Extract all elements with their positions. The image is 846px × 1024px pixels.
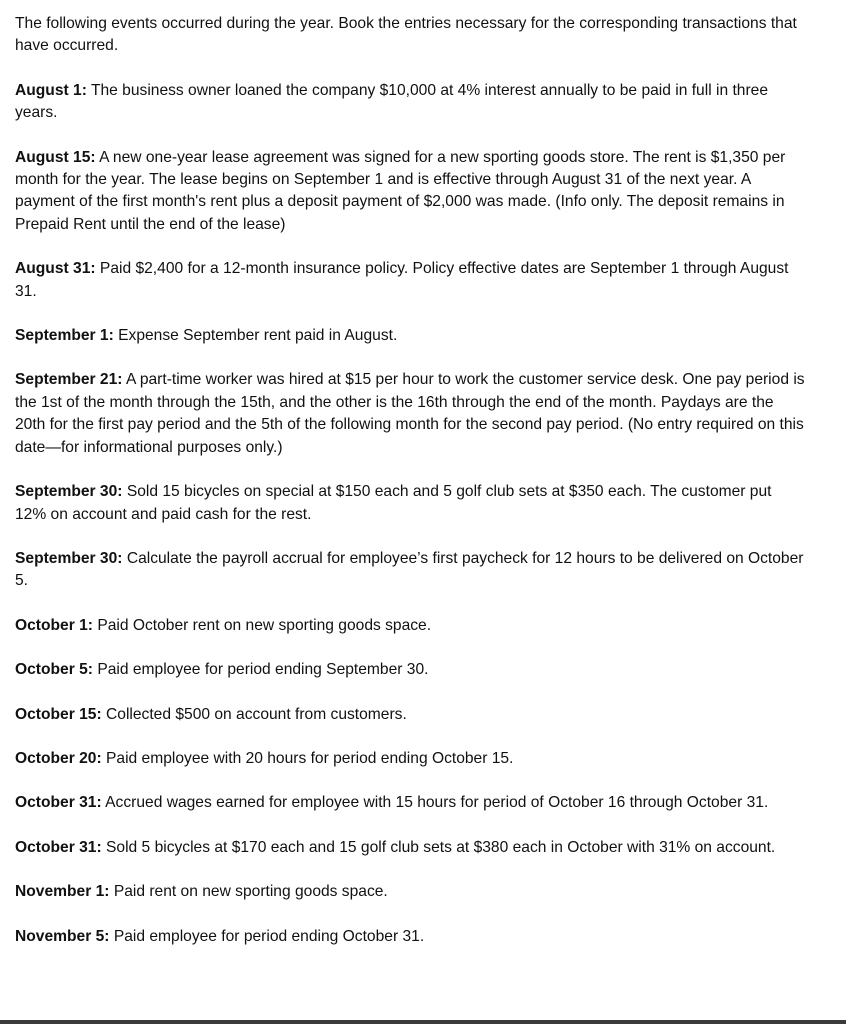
event-date: August 1: xyxy=(15,81,87,99)
event-date: October 15: xyxy=(15,705,102,723)
event-date: October 5: xyxy=(15,661,93,679)
event-entry xyxy=(15,615,805,637)
bottom-divider xyxy=(0,1020,846,1024)
event-entry xyxy=(15,748,805,770)
event-text: Paid October rent on new sporting goods space. xyxy=(97,616,432,634)
event-date: September 21: xyxy=(15,371,123,389)
intro-paragraph: The following events occurred during the year. Book the entries necessary for the corresponding transactions that have occurred. xyxy=(15,15,797,55)
event-entry xyxy=(15,704,805,726)
event-entry xyxy=(15,147,805,237)
event-entry xyxy=(15,325,805,347)
event-date: September 30: xyxy=(15,549,123,567)
event-entry xyxy=(15,659,805,681)
event-date: October 31: xyxy=(15,838,102,856)
event-date: October 1: xyxy=(15,616,93,634)
event-text: Sold 15 bicycles on special at $150 each and 5 golf club sets at $350 each. The customer put 12% on account and paid cash for the rest. xyxy=(15,483,772,523)
event-text: Calculate the payroll accrual for employee’s first paycheck for 12 hours to be delivered on October 5. xyxy=(15,549,804,590)
event-text: Paid rent on new sporting goods space. xyxy=(113,883,388,901)
event-text: Paid $2,400 for a 12-month insurance policy. Policy effective dates are September 1 through August 31. xyxy=(15,260,789,300)
event-entry xyxy=(15,548,805,593)
event-date: October 20: xyxy=(15,749,102,767)
event-text: Paid employee for period ending September 30. xyxy=(97,661,429,679)
event-entry xyxy=(15,837,805,859)
event-text: Accrued wages earned for employee with 15 hours for period of October 16 through October 31. xyxy=(105,794,769,812)
event-date: November 5: xyxy=(15,927,110,945)
event-entry xyxy=(15,792,805,814)
event-entry xyxy=(15,80,805,125)
event-date: August 15: xyxy=(15,148,96,166)
event-entry xyxy=(15,258,805,303)
event-text: Paid employee with 20 hours for period ending October 15. xyxy=(106,749,514,767)
event-entry xyxy=(15,926,805,948)
event-text: Paid employee for period ending October 31. xyxy=(113,927,425,945)
event-date: October 31: xyxy=(15,794,102,812)
event-text: A new one-year lease agreement was signed for a new sporting goods store. The rent is $1,350 per month for the year. The lease begins on September 1 and is effective through August 31 of the next year. A payment of the first month's rent plus a deposit payment of $2,000 was made. (Info only. The deposit remains in Prepaid Rent until the end of the lease) xyxy=(15,148,786,233)
event-text: Collected $500 on account from customers. xyxy=(106,705,407,723)
event-entry xyxy=(15,481,805,526)
event-date: August 31: xyxy=(15,260,96,278)
event-text: The business owner loaned the company $10,000 at 4% interest annually to be paid in full in three years. xyxy=(15,81,769,122)
event-text: Sold 5 bicycles at $170 each and 15 golf club sets at $380 each in October with 31% on account. xyxy=(106,838,776,856)
event-entry xyxy=(15,369,805,459)
event-text: Expense September rent paid in August. xyxy=(118,327,398,345)
event-date: November 1: xyxy=(15,883,110,901)
event-date: September 30: xyxy=(15,483,123,501)
event-text: A part-time worker was hired at $15 per hour to work the customer service desk. One pay period is the 1st of the month through the 15th, and the other is the 16th through the end of the month. Paydays are the 20th for the first pay period and the 5th of the following month for the second pay period. (No entry required on this date—for informational purposes only.) xyxy=(15,371,805,456)
event-date: September 1: xyxy=(15,327,114,345)
event-entry xyxy=(15,881,805,903)
document xyxy=(15,13,805,970)
